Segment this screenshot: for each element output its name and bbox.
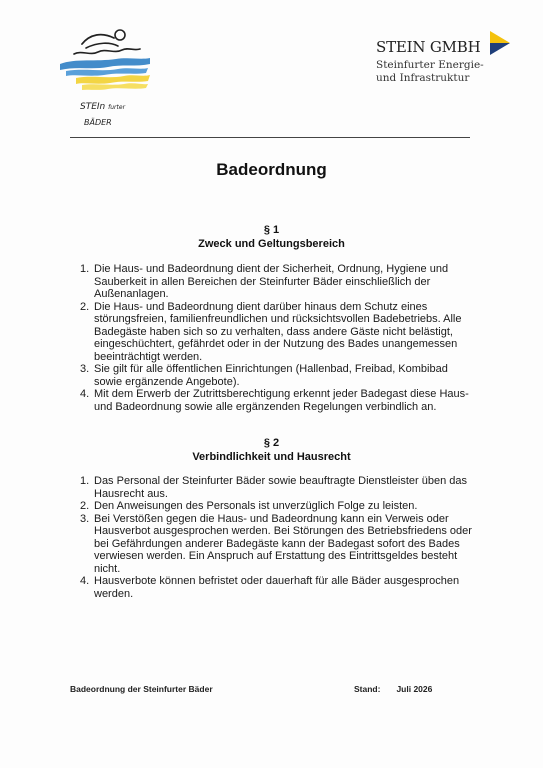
list-item: 4. Mit dem Erwerb der Zutrittsberechtigung erkennt jeder Badegast diese Haus- und Badeordnung sowie alle ergänzenden Regelungen verbindlich an. [80,388,469,413]
section-1-list [78,263,478,413]
stand-label: Stand: [354,684,381,694]
header-divider [70,137,470,138]
footer-stand [354,684,432,694]
section-2-header [0,436,543,464]
steinfurter-baeder-logo [56,24,156,127]
list-item: 1. Die Haus- und Badeordnung dient der Sicherheit, Ordnung, Hygiene und Sauberkeit in allen Bereichen der Steinfurter Bäder einschließlich der Außenanlagen. [80,263,449,300]
list-item: 4. Hausverbote können befristet oder dauerhaft für alle Bäder ausgesprochen werden. [80,575,460,600]
brand-tagline-2: und Infrastruktur [376,72,470,84]
swimmer-waves-icon [56,24,156,104]
section-1-header [0,223,543,251]
list-item: 2. Die Haus- und Badeordnung dient darüber hinaus dem Schutz eines störungsfreien, familienfreundlichen und rücksichtsvollen Badebetriebs. Alle Badegäste haben sich so zu verhalten, dass andere Gäste nicht belästigt, eingeschüchtert, gefährdet oder in der Nutzung des Bades unangemessen beeinträchtigt werden. [80,300,462,363]
arrow-triangle-icon [488,30,512,56]
document-title: Badeordnung [216,160,327,179]
footer-document-name: Badeordnung der Steinfurter Bäder [70,684,213,694]
stand-date: Juli 2026 [396,684,433,694]
list-item: 3. Sie gilt für alle öffentlichen Einrichtungen (Hallenbad, Freibad, Kombibad sowie ergänzende Angebote). [80,363,448,388]
section-heading: Verbindlichkeit und Hausrecht [192,451,351,463]
section-number: § 2 [263,437,280,449]
brand-name: STEIN GMBH [376,38,481,56]
list-item: 2. Den Anweisungen des Personals ist unverzüglich Folge zu leisten. [80,500,418,512]
stein-gmbh-logo [372,30,522,90]
brand-tagline-1: Steinfurter Energie- [376,59,484,71]
section-number: § 1 [263,224,280,236]
logo-left-line1: STEIn furter [80,102,126,112]
section-2-list [78,475,478,600]
logo-left-line2: BÄDER [84,118,112,127]
list-item: 3. Bei Verstößen gegen die Haus- und Badeordnung kann ein Verweis oder Hausverbot ausgesprochen werden. Bei Störungen des Betriebsfriedens oder bei Gefährdungen anderer Badegäste kann der Badegast sofort des Bades verwiesen werden. Ein Anspruch auf Erstattung des Eintrittsgeldes besteht nicht. [80,512,472,575]
section-heading: Zweck und Geltungsbereich [198,238,345,250]
list-item: 1. Das Personal der Steinfurter Bäder sowie beauftragte Dienstleister üben das Hausrecht aus. [80,475,467,500]
